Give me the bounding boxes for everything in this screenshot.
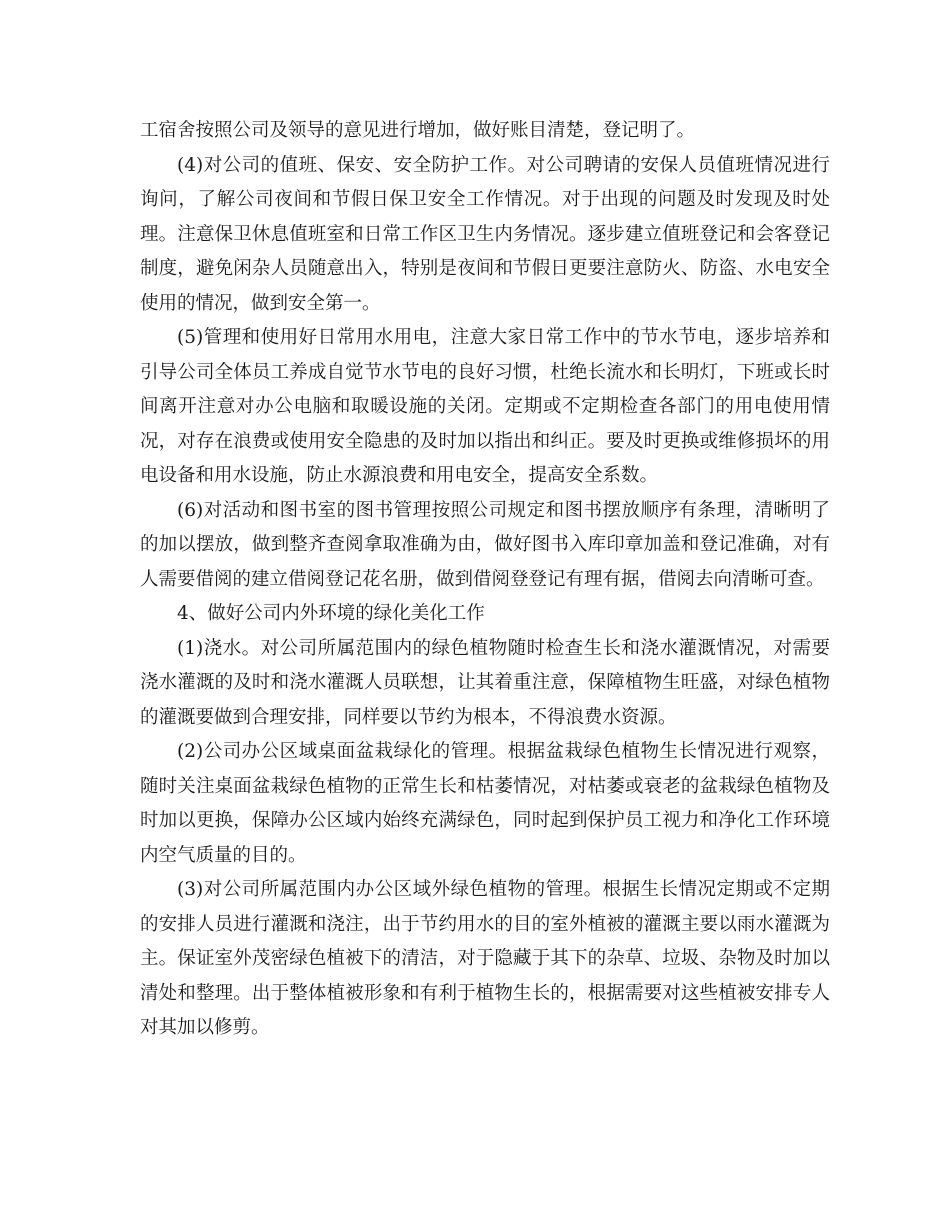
section-heading-greening: 4、做好公司内外环境的绿化美化工作 [177, 603, 485, 624]
paragraph-continuation: 工宿舍按照公司及领导的意见进行增加，做好账目清楚，登记明了。 [140, 120, 696, 141]
document-body [140, 114, 830, 1046]
paragraph-watering: (1)浇水。对公司所属范围内的绿色植物随时检查生长和浇水灌溉情况，对需要浇水灌溉的及时和浇水灌溉人员联想，让其着重注意，保障植物生旺盛，对绿色植物的灌溉要做到合理安排，同样要以节约为根本，不得浪费水资源。 [140, 637, 830, 728]
paragraph-desk-plants: (2)公司办公区域桌面盆栽绿化的管理。根据盆栽绿色植物生长情况进行观察，随时关注桌面盆栽绿色植物的正常生长和枯萎情况，对枯萎或衰老的盆栽绿色植物及时加以更换，保障办公区域内始终充满绿色，同时起到保护员工视力和净化工作环境内空气质量的目的。 [140, 741, 830, 866]
paragraph-outdoor-plants: (3)对公司所属范围内办公区域外绿色植物的管理。根据生长情况定期或不定期的安排人员进行灌溉和浇注，出于节约用水的目的室外植被的灌溉主要以雨水灌溉为主。保证室外茂密绿色植被下的清洁，对于隐藏于其下的杂草、垃圾、杂物及时加以清处和整理。出于整体植被形象和有利于植物生长的，根据需要对这些植被安排专人对其加以修剪。 [140, 879, 830, 1038]
paragraph-water-electricity: (5)管理和使用好日常用水用电，注意大家日常工作中的节水节电，逐步培养和引导公司全体员工养成自觉节水节电的良好习惯，杜绝长流水和长明灯，下班或长时间离开注意对办公电脑和取暖设施的关闭。定期或不定期检查各部门的用电使用情况，对存在浪费或使用安全隐患的及时加以指出和纠正。要及时更换或维修损坏的用电设备和用水设施，防止水源浪费和用电安全，提高安全系数。 [140, 327, 830, 486]
paragraph-library: (6)对活动和图书室的图书管理按照公司规定和图书摆放顺序有条理，清晰明了的加以摆放，做到整齐查阅拿取准确为由，做好图书入库印章加盖和登记准确，对有人需要借阅的建立借阅登记花名册，做到借阅登登记有理有据，借阅去向清晰可查。 [140, 499, 830, 590]
paragraph-duty-security: (4)对公司的值班、保安、安全防护工作。对公司聘请的安保人员值班情况进行询问，了解公司夜间和节假日保卫安全工作情况。对于出现的问题及时发现及时处理。注意保卫休息值班室和日常工作区卫生内务情况。逐步建立值班登记和会客登记制度，避免闲杂人员随意出入，特别是夜间和节假日更要注意防火、防盗、水电安全使用的情况，做到安全第一。 [140, 154, 830, 314]
